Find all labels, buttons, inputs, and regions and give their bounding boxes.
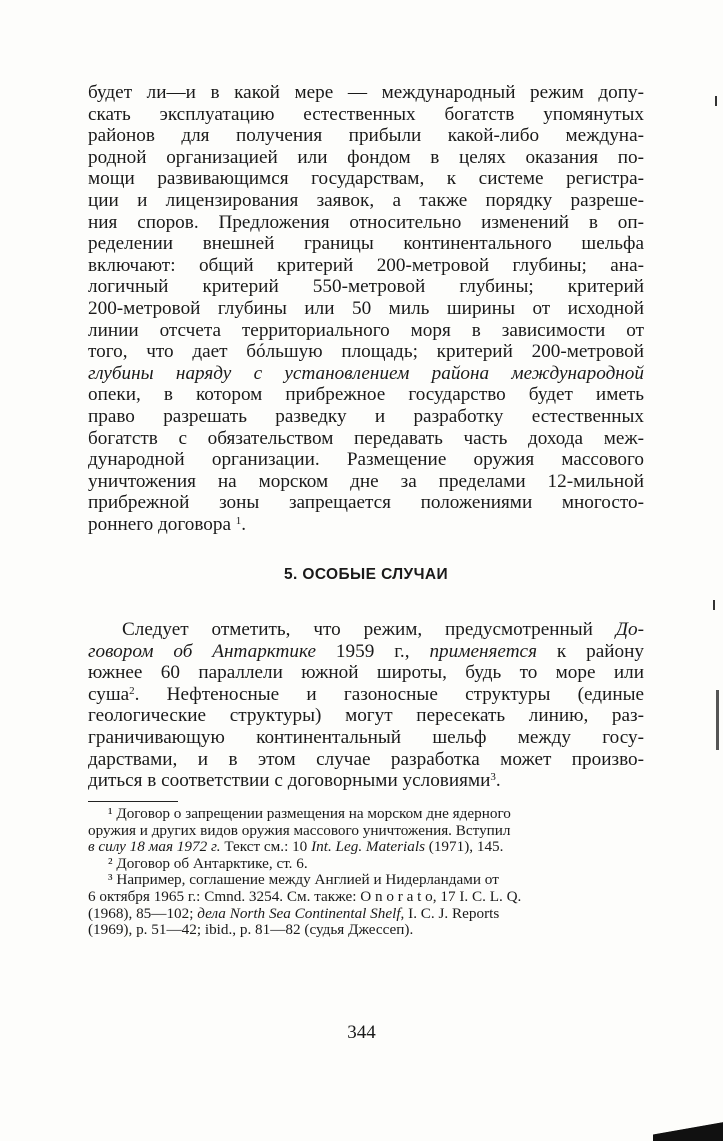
footnote-3-line: 6 октября 1965 г.: Cmnd. 3254. См. также: O n o r a t o, 17 I. C. L. Q. xyxy=(88,887,522,905)
text-line: прибрежной зоны запрещается положениями многосто- xyxy=(88,492,644,514)
paragraph-2-block xyxy=(88,619,644,792)
text-line: дарствами, и в этом случае разработка может произво- xyxy=(88,748,644,770)
text-line: ции и лицензирования заявок, а также порядку разреше- xyxy=(88,189,644,211)
text-line: скать эксплуатацию естественных богатств упомянутых xyxy=(88,103,644,125)
footnote-3-line: ³ Например, соглашение между Англией и Нидерландами от xyxy=(108,871,499,889)
text-fragment: . Нефтеносные и газоносные структуры (единые xyxy=(134,683,644,705)
footnotes xyxy=(88,806,644,939)
paragraph-1 xyxy=(88,82,644,535)
text-fragment: роннего договора xyxy=(88,513,231,535)
text-line: включают: общий критерий 200-метровой глубины; ана- xyxy=(88,254,644,276)
italic-fragment: говором об Антарктике xyxy=(88,640,316,662)
footnote-ref-1: 1 xyxy=(235,514,242,527)
footnote-3-line: (1969), p. 51—42; ibid., p. 81—82 (судья Джессеп). xyxy=(88,921,414,939)
text-line: богатств с обязательством передавать часть дохода меж- xyxy=(88,427,644,449)
text-line: ния споров. Предложения относительно изменений в оп- xyxy=(88,211,644,233)
text-fragment: Текст см.: 10 xyxy=(220,838,312,856)
text-fragment: к району xyxy=(537,640,644,662)
text-fragment: суша xyxy=(88,683,130,705)
text-fragment: (1971), 145. xyxy=(424,838,504,856)
text-line: районов для получения прибыли какой-либо междуна- xyxy=(88,125,644,147)
page-number: 344 xyxy=(347,1022,376,1043)
footnote-divider xyxy=(88,801,178,802)
text-line: граничивающую континентальный шельф между госу- xyxy=(88,726,644,748)
paragraph-2 xyxy=(88,619,644,792)
text-line: линии отсчета территориального моря в зависимости от xyxy=(88,319,644,341)
italic-fragment: дела North Sea Continental Shelf xyxy=(197,904,401,922)
text-fragment: 1959 г., xyxy=(316,640,430,662)
text-line xyxy=(88,684,644,706)
text-line xyxy=(88,641,644,663)
text-fragment: . xyxy=(495,770,501,792)
text-line-italic: глубины наряду с установлением района международной xyxy=(88,362,644,384)
main-text-block xyxy=(88,82,644,535)
text-line: право разрешать разведку и разработку естественных xyxy=(88,405,644,427)
scan-corner-shadow xyxy=(653,1111,723,1141)
text-line: того, что дает бóльшую площадь; критерий 200-метровой xyxy=(88,341,644,363)
text-fragment: (1968), 85—102; xyxy=(88,904,198,922)
footnote-2: ² Договор об Антарктике, ст. 6. xyxy=(108,854,308,872)
text-line xyxy=(88,619,644,641)
italic-fragment: Int. Leg. Materials xyxy=(311,838,425,856)
text-fragment: , I. C. J. Reports xyxy=(400,904,500,922)
text-line: родной организацией или фондом в целях оказания по- xyxy=(88,146,644,168)
text-line: логичный критерий 550-метровой глубины; критерий xyxy=(88,276,644,298)
italic-fragment: в силу 18 мая 1972 г. xyxy=(88,838,221,856)
text-fragment: диться в соответствии с договорными условиями xyxy=(88,770,491,792)
footnote-1-line: оружия и других видов оружия массового уничтожения. Вступил xyxy=(88,821,511,839)
footnote-ref-3: 3 xyxy=(490,771,496,784)
italic-fragment: применяется xyxy=(429,640,537,662)
footnote-ref-2: 2 xyxy=(129,684,135,697)
scan-edge-mark xyxy=(713,600,715,610)
scan-edge-mark xyxy=(716,690,719,750)
text-line: мощи развивающимся государствам, к системе регистра- xyxy=(88,168,644,190)
text-line: 200-метровой глубины или 50 миль ширины от исходной xyxy=(88,297,644,319)
text-line: геологические структуры) могут пересекать линию, раз- xyxy=(88,705,644,727)
text-line-last: роннего договора $^1$. xyxy=(88,513,247,535)
text-line: будет ли—и в какой мере — международный режим допу- xyxy=(88,82,644,103)
text-line: ределении внешней границы континентального шельфа xyxy=(88,233,644,255)
footnote-1-line: ¹ Договор о запрещении размещения на морском дне ядерного xyxy=(108,805,511,822)
text-line: дународной организации. Размещение оружия массового xyxy=(88,449,644,471)
text-line-last xyxy=(88,770,644,792)
text-line: уничтожения на морском дне за пределами 12-мильной xyxy=(88,470,644,492)
section-heading: 5. ОСОБЫЕ СЛУЧАИ xyxy=(283,566,449,583)
italic-fragment: До- xyxy=(615,619,644,640)
footnote-3-line xyxy=(88,906,644,923)
text-line: опеки, в котором прибрежное государство будет иметь xyxy=(88,384,644,406)
scan-edge-mark xyxy=(715,96,717,106)
footnote-1-line xyxy=(88,839,644,856)
text-line: южнее 60 параллели южной широты, будь то море или xyxy=(88,662,644,684)
text-fragment: Следует отметить, что режим, предусмотренный xyxy=(122,619,616,640)
